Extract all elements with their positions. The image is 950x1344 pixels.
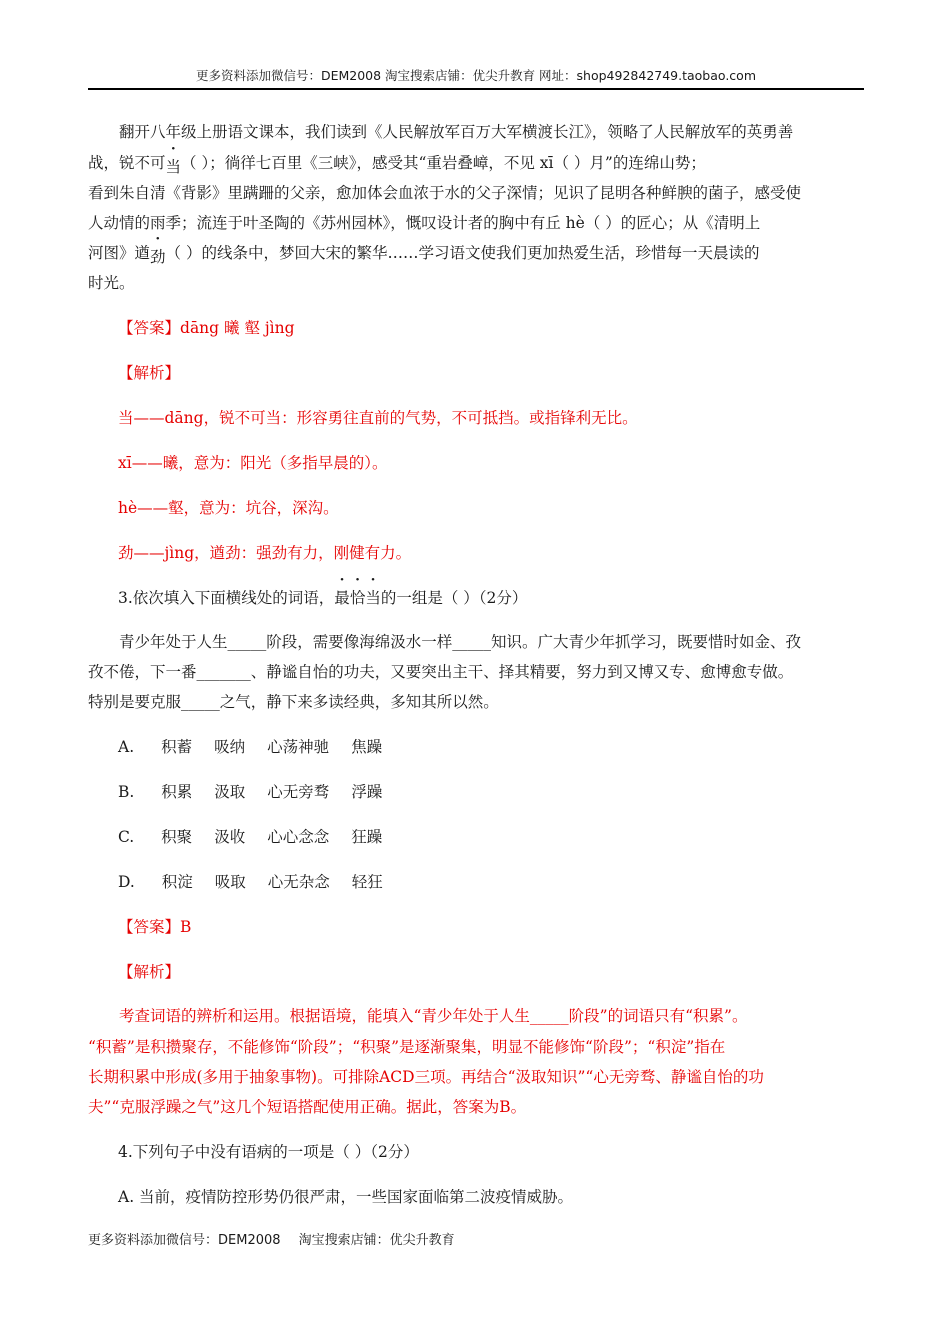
passage-line: 人动情的雨季；流连于叶圣陶的《苏州园林》，慨叹设计者的胸中有丘 hè（ ）的匠心；从《清明上 [88,213,761,232]
emphasis-dot-char: 当 [165,157,182,176]
passage-line: 战，锐不可当（ ）；徜徉七百里《三峡》，感受其“重岩叠嶂，不见 xī（ ）月”的连绵山势； [88,148,864,178]
emphasis-dot-char: 劲 [150,247,166,266]
question-4-stem: 4.下列句子中没有语病的一项是（ ）（2分） [118,1142,419,1161]
emphasis-dot-char: 恰 [349,588,366,607]
analysis-label: 【解析】 [118,363,181,382]
passage-line: 河图》遒劲（ ）的线条中，梦回大宋的繁华……学习语文使我们更加热爱生活，珍惜每一天晨读的 [88,238,864,268]
analysis-text: 当——dāng，锐不可当：形容勇往直前的气势，不可抵挡。或指锋利无比。 [118,408,638,427]
question-3-passage: 孜不倦，下一番_______、静谧自怡的功夫，又要突出主干、择其精要，努力到又博又专、愈博愈专做。 [88,663,794,681]
analysis-text: xī——曦，意为：阳光（多指早晨的）。 [118,453,388,472]
option-d[interactable]: D. 积淀 吸取 心无杂念 轻狂 [118,873,383,891]
analysis-text: 劲——jìng，遒劲：强劲有力，刚健有力。 [118,543,412,562]
emphasis-dot-char: 当 [365,588,381,607]
answer-line [88,912,864,942]
analysis-text: 考查词语的辨析和运用。根据语境，能填入“青少年处于人生_____阶段”的词语只有“积累”。 [119,1007,748,1025]
answer-label: 【答案】 [118,918,181,936]
passage-line: 翻开八年级上册语文课本，我们读到《人民解放军百万大军横渡长江》，领略了人民解放军的英勇善 [119,123,794,141]
answer-text: dāng 曦 壑 jìng [180,318,295,337]
page-footer [88,1231,864,1251]
question-3-stem: 3.依次填入下面横线处的词语，最恰当的一组是（ ）（2分） [88,583,864,613]
passage-line: 看到朱自清《背影》里蹒跚的父亲，愈加体会血浓于水的父子深情；见识了昆明各种鲜腴的菌子，感受使 [88,183,802,202]
question-3-passage: 特别是要克服_____之气，静下来多读经典，多知其所以然。 [88,693,499,711]
analysis-label: 【解析】 [118,963,181,981]
question-3-passage: 青少年处于人生_____阶段，需要像海绵汲水一样_____知识。广大青少年抓学习，既要惜时如金、孜 [119,632,802,651]
option-b[interactable]: B. 积累 汲取 心无旁骛 浮躁 [118,783,383,801]
option-a[interactable]: A. 积蓄 吸纳 心荡神驰 焦躁 [118,738,383,756]
footer-shop: 淘宝搜索店铺：优尖升教育 [298,1233,455,1248]
option-c[interactable]: C. 积聚 汲收 心心念念 狂躁 [118,828,383,846]
page-header: 更多资料添加微信号：DEM2008 淘宝搜索店铺：优尖升教育 网址：shop492842749.taobao.com [88,66,864,90]
analysis-text: “积蓄”是积攒聚存，不能修饰“阶段”；“积聚”是逐渐聚集，明显不能修饰“阶段”；“积淀”指在 [88,1037,726,1056]
option-a[interactable]: A. 当前，疫情防控形势仍很严肃，一些国家面临第二波疫情威胁。 [118,1187,574,1206]
passage-line: 时光。 [88,273,135,292]
answer-label: 【答案】 [118,318,181,337]
answer-line [88,313,864,343]
reading-passage [88,118,864,298]
analysis-text: 长期积累中形成(多用于抽象事物)。可排除ACD三项。再结合“汲取知识”“心无旁骛、静谧自怡的功 [88,1067,764,1086]
analysis-text: hè——壑，意为：坑谷，深沟。 [118,498,339,517]
answer-text: B [180,918,192,936]
document-body [88,118,864,1212]
footer-wechat: 更多资料添加微信号：DEM2008 [88,1233,281,1248]
analysis-text: 夫”“克服浮躁之气”这几个短语搭配使用正确。据此，答案为B。 [88,1097,527,1116]
emphasis-dot-char: 最 [334,588,350,607]
